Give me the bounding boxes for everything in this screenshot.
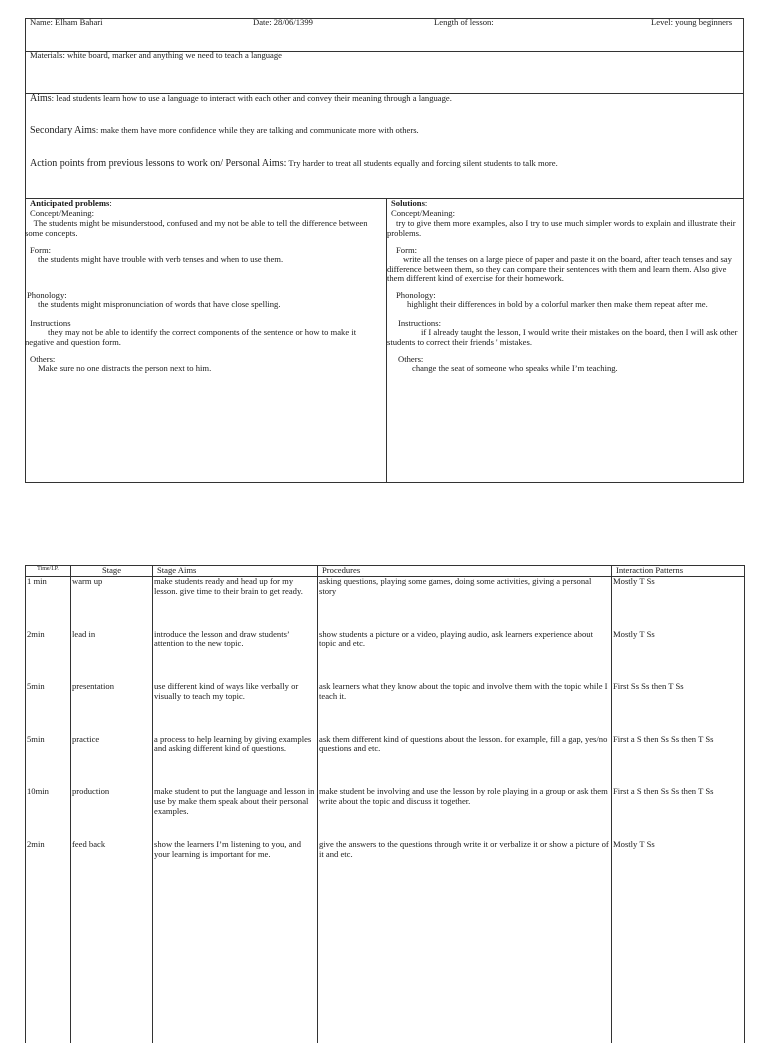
problems-form-label: Form:	[30, 245, 52, 255]
aims-line	[30, 93, 452, 104]
solutions-others-label: Others:	[398, 354, 424, 364]
lesson-plan-table	[25, 565, 745, 1043]
cell-time: 10min	[26, 787, 71, 840]
cell-interaction-pattern: First Ss Ss then T Ss	[612, 682, 745, 735]
header-box	[25, 18, 744, 52]
problems-concept-label: Concept/Meaning:	[30, 208, 94, 218]
cell-time: 1 min	[26, 577, 71, 630]
solutions-title: Solutions:	[391, 198, 428, 208]
cell-procedures: show students a picture or a video, playing audio, ask learners experience about topic and etc.	[318, 630, 612, 683]
cell-stage-aims: make students ready and head up for my lesson. give time to their brain to get ready.	[153, 577, 318, 630]
cell-time: 2min	[26, 630, 71, 683]
personal-aims-label: Action points from previous lessons to work on/ Personal Aims:	[30, 158, 287, 169]
table-row	[26, 630, 745, 683]
materials-field: Materials: white board, marker and anything we need to teach a language	[30, 50, 282, 60]
cell-interaction-pattern: Mostly T Ss	[612, 630, 745, 683]
solutions-instructions-text: if I already taught the lesson, I would write their mistakes on the board, then I will ask other students to correct their friends ' mistakes.	[387, 327, 738, 347]
aims-box	[25, 93, 744, 199]
cell-interaction-pattern: Mostly T Ss	[612, 840, 745, 893]
cell-stage-aims: show the learners I’m listening to you, and your learning is important for me.	[153, 840, 318, 893]
problems-others-text: Make sure no one distracts the person next to him.	[38, 363, 212, 373]
cell-stage-aims: use different kind of ways like verbally or visually to teach my topic.	[153, 682, 318, 735]
table-header-row	[26, 566, 745, 577]
personal-aims-line	[30, 158, 558, 169]
cell-stage: feed back	[71, 840, 153, 893]
problems-instructions-text: they may not be able to identify the correct components of the sentence or how to make it negative and question form.	[25, 327, 357, 347]
table-row	[26, 735, 745, 788]
table-row	[26, 577, 745, 630]
column-header-interaction-patterns: Interaction Patterns	[612, 566, 745, 577]
table-row	[26, 682, 745, 735]
problems-concept-text: The students might be misunderstood, confused and my not be able to tell the difference between some concepts.	[25, 218, 370, 238]
table-row	[26, 787, 745, 840]
cell-procedures: give the answers to the questions through write it or verbalize it or show a picture of it and etc.	[318, 840, 612, 893]
table-row	[26, 840, 745, 893]
level-field: Level: young beginners	[651, 17, 733, 27]
cell-interaction-pattern: First a S then Ss Ss then T Ss	[612, 787, 745, 840]
cell-procedures: make student be involving and use the lesson by role playing in a group or ask them write about the topic and discuss it together.	[318, 787, 612, 840]
lesson-length-field: Length of lesson:	[434, 17, 494, 27]
cell-stage: warm up	[71, 577, 153, 630]
cell-stage: lead in	[71, 630, 153, 683]
cell-procedures: ask learners what they know about the topic and involve them with the topic while I teach it.	[318, 682, 612, 735]
name-field: Name: Elham Bahari	[30, 17, 103, 27]
cell-time: 5min	[26, 682, 71, 735]
column-header-procedures: Procedures	[318, 566, 612, 577]
cell-procedures: ask them different kind of questions about the lesson. for example, fill a gap, yes/no questions and etc.	[318, 735, 612, 788]
column-header-time: Time/I.P.	[26, 566, 71, 577]
problems-title: Anticipated problems:	[30, 198, 112, 208]
solutions-others-text: change the seat of someone who speaks while I’m teaching.	[412, 363, 618, 373]
problems-form-text: the students might have trouble with verb tenses and when to use them.	[38, 254, 284, 264]
cell-stage-aims: a process to help learning by giving examples and asking different kind of questions.	[153, 735, 318, 788]
aims-text: : lead students learn how to use a language to interact with each other and convey their meaning through a language.	[51, 93, 452, 103]
aims-label: Aims	[30, 93, 52, 104]
cell-interaction-pattern: First a S then Ss Ss then T Ss	[612, 735, 745, 788]
problems-instructions-label: Instructions	[30, 318, 71, 328]
cell-procedures: asking questions, playing some games, doing some activities, giving a personal story	[318, 577, 612, 630]
solutions-concept-text: try to give them more examples, also I try to use much simpler words to explain and illustrate their problems.	[387, 218, 736, 238]
cell-stage: production	[71, 787, 153, 840]
personal-aims-text: Try harder to treat all students equally and forcing silent students to talk more.	[286, 158, 558, 168]
column-header-stage-aims: Stage Aims	[153, 566, 318, 577]
solutions-phonology-text: highlight their differences in bold by a colorful marker then make them repeat after me.	[407, 299, 708, 309]
solutions-concept-label: Concept/Meaning:	[391, 208, 455, 218]
solutions-form-label: Form:	[396, 245, 418, 255]
cell-time: 2min	[26, 840, 71, 893]
date-field: Date: 28/06/1399	[253, 17, 313, 27]
cell-stage-aims: make student to put the language and lesson in use by make them speak about their personal examples.	[153, 787, 318, 840]
column-header-stage: Stage	[71, 566, 153, 577]
solutions-instructions-label: Instructions:	[398, 318, 441, 328]
cell-stage: practice	[71, 735, 153, 788]
problems-phonology-text: the students might mispronunciation of words that have close spelling.	[38, 299, 281, 309]
empty-table-row	[26, 893, 745, 1043]
cell-stage: presentation	[71, 682, 153, 735]
cell-interaction-pattern: Mostly T Ss	[612, 577, 745, 630]
cell-time: 5min	[26, 735, 71, 788]
secondary-aims-text: : make them have more confidence while they are talking and communicate more with others.	[95, 125, 419, 135]
cell-stage-aims: introduce the lesson and draw students’ attention to the new topic.	[153, 630, 318, 683]
secondary-aims-line	[30, 125, 419, 136]
solutions-phonology-label: Phonology:	[396, 290, 436, 300]
secondary-aims-label: Secondary Aims	[30, 125, 96, 136]
problems-phonology-label: Phonology:	[27, 290, 67, 300]
solutions-form-text: write all the tenses on a large piece of paper and paste it on the board, after teach tenses and say difference between them, so they can compare their sentences with them and learn them. Also give them different kind of exercise for their homework.	[387, 254, 732, 284]
problems-others-label: Others:	[30, 354, 56, 364]
